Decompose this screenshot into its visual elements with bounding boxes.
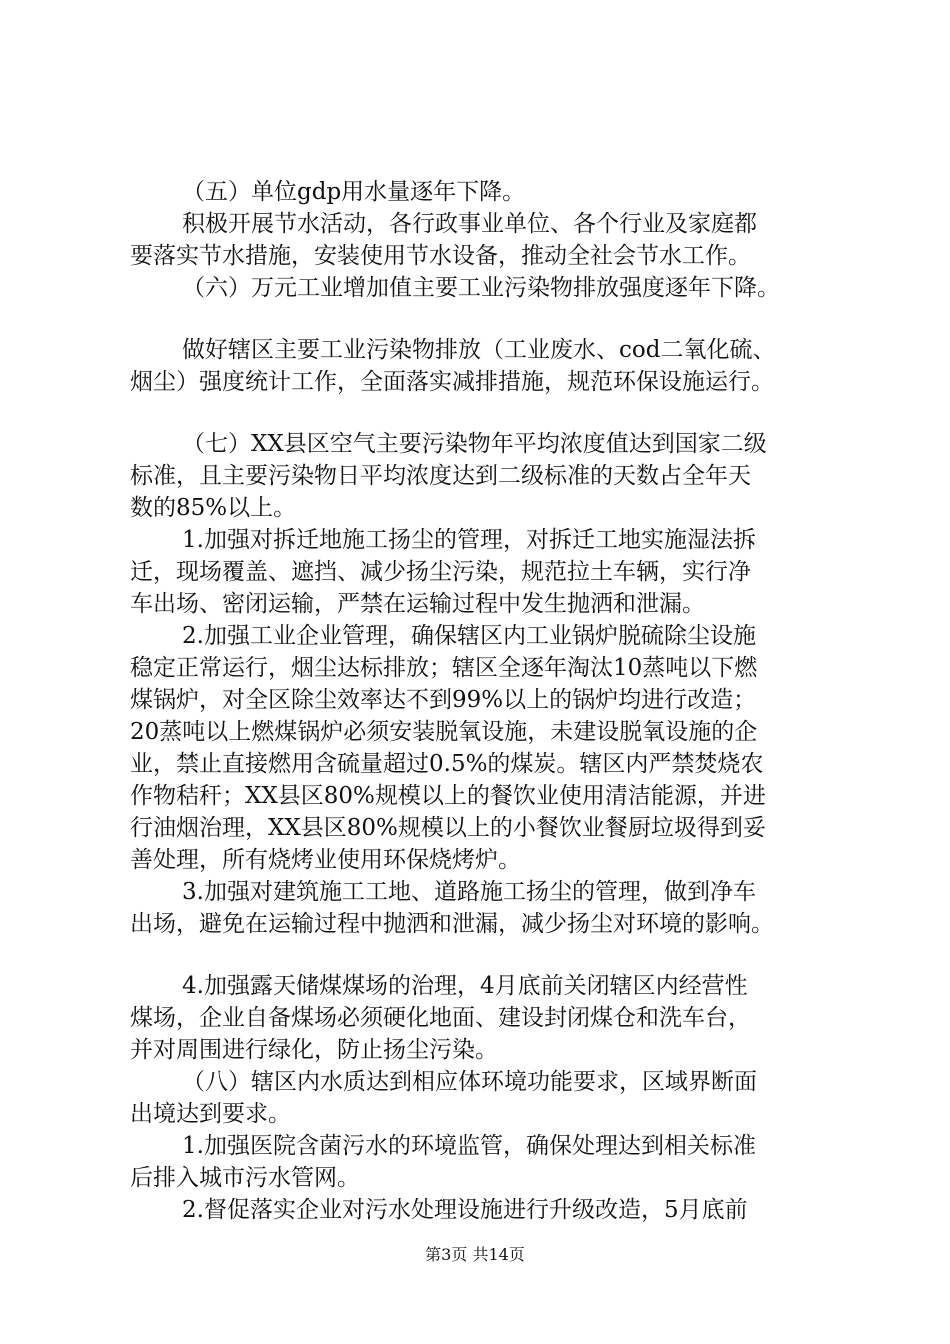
text-line: 1.加强医院含菌污水的环境监管，确保处理达到相关标准 — [182, 1133, 756, 1159]
text-line: 出场，避免在运输过程中抛洒和泄漏，减少扬尘对环境的影响。 — [130, 911, 774, 937]
text-line: 要落实节水措施，安装使用节水设备，推动全社会节水工作。 — [130, 243, 751, 269]
text-line: 作物秸秆；XX县区80%规模以上的餐饮业使用清洁能源，并进 — [130, 783, 766, 809]
text-line: （六）万元工业增加值主要工业污染物排放强度逐年下降。 — [182, 275, 780, 301]
text-line: 并对周围进行绿化，防止扬尘污染。 — [130, 1037, 498, 1063]
text-line: 行油烟治理，XX县区80%规模以上的小餐饮业餐厨垃圾得到妥 — [130, 815, 766, 841]
text-line: 后排入城市污水管网。 — [130, 1165, 360, 1191]
text-line: 善处理，所有烧烤业使用环保烧烤炉。 — [130, 847, 521, 873]
text-line: 业，禁止直接燃用含硫量超过0.5%的煤炭。辖区内严禁焚烧农 — [130, 751, 764, 777]
text-line: 稳定正常运行，烟尘达标排放；辖区全逐年淘汰10蒸吨以下燃 — [130, 655, 758, 681]
text-line: （八）辖区内水质达到相应体环境功能要求，区域界断面 — [182, 1069, 757, 1095]
text-line: 2.加强工业企业管理，确保辖区内工业锅炉脱硫除尘设施 — [182, 623, 756, 649]
page-footer: 第3页 共14页 — [425, 1245, 525, 1264]
text-line: （五）单位gdp用水量逐年下降。 — [182, 179, 526, 205]
text-line: 车出场、密闭运输，严禁在运输过程中发生抛洒和泄漏。 — [130, 591, 705, 617]
text-line: 1.加强对拆迁地施工扬尘的管理，对拆迁工地实施湿法拆 — [182, 527, 756, 553]
text-line: 20蒸吨以上燃煤锅炉必须安装脱氧设施，未建设脱氧设施的企 — [130, 719, 758, 745]
text-line: 积极开展节水活动，各行政事业单位、各个行业及家庭都 — [182, 211, 757, 237]
text-line: 4.加强露天储煤煤场的治理，4月底前关闭辖区内经营性 — [182, 973, 748, 999]
text-line: 烟尘）强度统计工作，全面落实减排措施，规范环保设施运行。 — [130, 369, 774, 395]
text-line: 做好辖区主要工业污染物排放（工业废水、cod二氧化硫、 — [182, 337, 776, 363]
text-line: 3.加强对建筑施工工地、道路施工扬尘的管理，做到净车 — [182, 879, 756, 905]
text-line: 标准，且主要污染物日平均浓度达到二级标准的天数占全年天 — [130, 463, 751, 489]
text-line: 迁，现场覆盖、遮挡、减少扬尘污染，规范拉土车辆，实行净 — [130, 559, 751, 585]
text-line: （七）XX县区空气主要污染物年平均浓度值达到国家二级 — [182, 431, 767, 457]
text-line: 煤场，企业自备煤场必须硬化地面、建设封闭煤仓和洗车台， — [130, 1005, 751, 1031]
text-line: 2.督促落实企业对污水处理设施进行升级改造，5月底前 — [182, 1197, 748, 1223]
text-line: 数的85%以上。 — [130, 495, 297, 521]
text-line: 煤锅炉，对全区除尘效率达不到99%以上的锅炉均进行改造； — [130, 687, 757, 713]
text-line: 出境达到要求。 — [130, 1101, 291, 1127]
